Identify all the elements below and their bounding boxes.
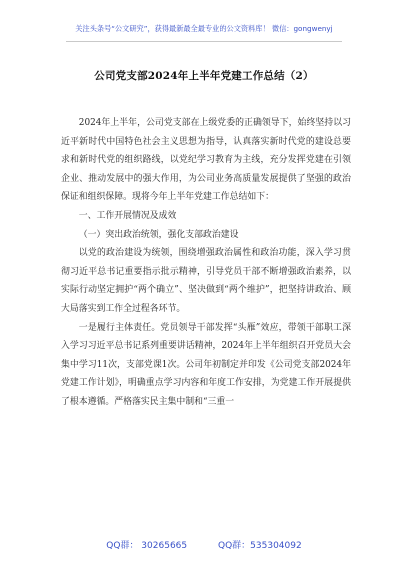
footer bbox=[0, 538, 408, 551]
footer-qq-group-2[interactable]: QQ群：535304092 bbox=[218, 541, 302, 551]
document-body bbox=[61, 114, 351, 412]
intro-paragraph: 2024年上半年，公司党支部在上级党委的正确领导下，始终坚持以习近平新时代中国特色社会主义思想为指导，认真落实新时代党的建设总要求和新时代党的组织路线，以党纪学习教育为主线，充分发挥党建在引领企业、推动发展中的强大作用，为公司业务高质量发展提供了坚强的政治保证和组织保障。现将今年上半年党建工作总结如下： bbox=[61, 118, 351, 203]
header-banner: 关注头条号“公文研究”，获得最新最全最专业的公文资料库！ 微信：gongwenyj bbox=[75, 24, 333, 33]
section-heading: 一、工作开展情况及成效 bbox=[78, 210, 177, 221]
body-paragraph: 一是履行主体责任。党员领导干部发挥“头雁”效应，带领干部职工深入学习习近平总书记系列重要讲话精神，2024年上半年组织召开党员大会集中学习11次，支部党课1次。公司年初制定并印发《公司党支部2024年党建工作计划》，明确重点学习内容和年度工作安排，为党建工作开展提供了根本遵循。严格落实民主集中制和“三重一 bbox=[61, 322, 351, 407]
header-divider bbox=[66, 41, 342, 42]
subsection-heading: （一）突出政治统领，强化支部政治建设 bbox=[78, 229, 239, 240]
footer-qq-group-1[interactable]: QQ群： 30265665 bbox=[106, 541, 188, 551]
document-title: 公司党支部2024年上半年党建工作总结（2） bbox=[94, 70, 314, 82]
body-paragraph: 以党的政治建设为统领，围绕增强政治属性和政治功能，深入学习贯彻习近平总书记重要指示批示精神，引导党员干部不断增强政治素养，以实际行动坚定拥护“两个确立”、坚决做到“两个维护”，把坚持讲政治、顾大局落实到工作全过程各环节。 bbox=[61, 248, 351, 314]
